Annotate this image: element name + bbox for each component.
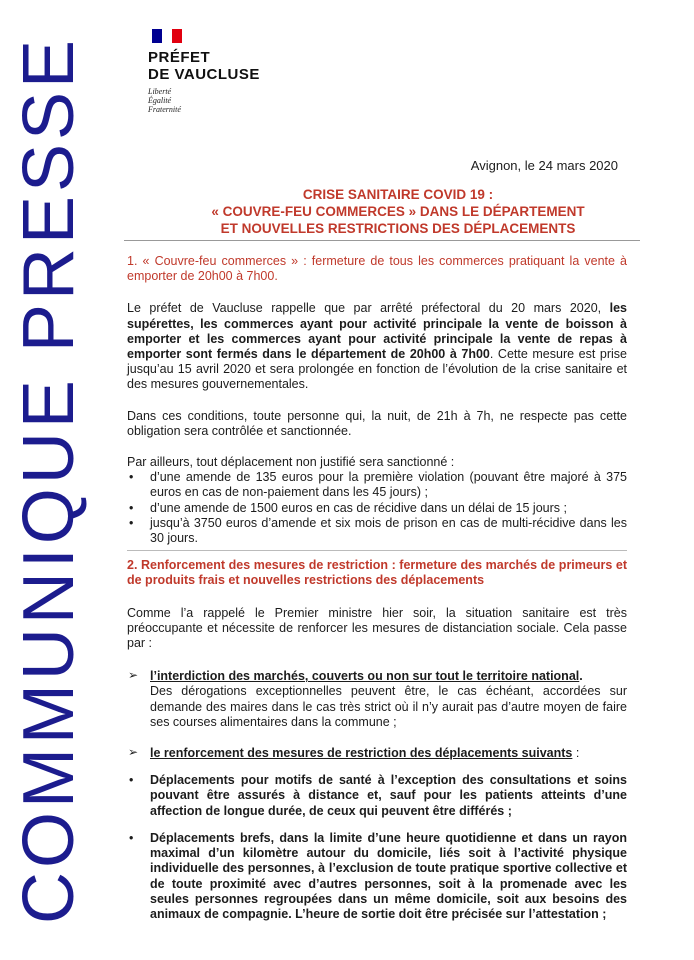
- motto-egalite: Égalité: [148, 96, 172, 105]
- document-title: [128, 186, 668, 237]
- section1-paragraph2: Dans ces conditions, toute personne qui, la nuit, de 21h à 7h, ne respecte pas cette obligation sera contrôlée et sanctionnée.: [127, 408, 627, 438]
- measure-item-travel: ➢ le renforcement des mesures de restriction des déplacements suivants :: [128, 745, 580, 761]
- marianne-flag-icon: [152, 29, 182, 43]
- prefet-line2: DE VAUCLUSE: [148, 66, 260, 83]
- press-date: Avignon, le 24 mars 2020: [470, 158, 618, 173]
- sanction-list: [127, 470, 627, 546]
- motto-fraternite: Fraternité: [148, 105, 181, 114]
- arrow-bullet-icon: ➢: [128, 745, 139, 760]
- motto-liberte: Liberté: [148, 87, 172, 96]
- section1-paragraph3: Par ailleurs, tout déplacement non justifié sera sanctionné :: [127, 455, 455, 470]
- section1-heading: 1. « Couvre-feu commerces » : fermeture de tous les commerces pratiquant la vente à emporter de 20h00 à 7h00.: [127, 254, 627, 284]
- prefet-line1: PRÉFET: [148, 49, 211, 66]
- section1-paragraph1: Le préfet de Vaucluse rappelle que par arrêté préfectoral du 20 mars 2020, les supérettes, les commerces ayant pour activité principale la vente de boisson à emporter et les commerces ayant pour activité principale la vente de repas à emporter sont fermés dans le département de 20h00 à 7h00. Cette mesure est prise jusqu’au 15 avril 2020 et sera prolongée en fonction de l’évolution de la crise sanitaire et des mesures gouvernementales.: [127, 301, 627, 392]
- section2-heading: 2. Renforcement des mesures de restriction : fermeture des marchés de primeurs et de produits frais et nouvelles restrictions des déplacements: [127, 558, 627, 588]
- list-item: • Déplacements brefs, dans la limite d’une heure quotidienne et dans un rayon maximal d’un kilomètre autour du domicile, liés soit à l’activité physique individuelle des personnes, à l’exclusion de toute pratique sportive collective et de toute proximité avec d’autres personnes, soit à la promenade avec les seules personnes regroupées dans un même domicile, soit aux besoins des animaux de compagnie. L’heure de sortie doit être précisée sur l’attestation ;: [129, 830, 627, 921]
- divider-mid: [127, 546, 627, 551]
- measure-item-markets: ➢ l’interdiction des marchés, couverts ou non sur tout le territoire national. Des dérogations exceptionnelles peuvent être, le cas échéant, accordées sur demande des maires dans le cas très strict où il n’y aurait pas d’autre moyen de faire ses courses alimentaires dans la commune ;: [128, 668, 627, 729]
- arrow-bullet-icon: ➢: [128, 668, 139, 683]
- side-label-text: COMMUNIQUE PRESSE: [9, 35, 89, 925]
- section2-intro: Comme l’a rappelé le Premier ministre hier soir, la situation sanitaire est très préoccupante et nécessite de renforcer les mesures de distanciation sociale. Cela passe par :: [127, 605, 627, 651]
- list-item: • Déplacements pour motifs de santé à l’exception des consultations et soins pouvant être assurés à distance et, sauf pour les patients atteints d’une affection de longue durée, de ceux qui peuvent être différés ;: [129, 773, 627, 818]
- communique-presse-label: [3, 8, 95, 952]
- flag-white: [162, 29, 172, 43]
- divider-top: [124, 240, 640, 241]
- list-item: • d’une amende de 135 euros pour la première violation (pouvant être majoré à 375 euros en cas de non-paiement dans les 45 jours) ;: [129, 470, 627, 500]
- list-item: • d’une amende de 1500 euros en cas de récidive dans un délai de 15 jours ;: [129, 500, 567, 515]
- title-line3: ET NOUVELLES RESTRICTIONS DES DÉPLACEMENTS: [220, 221, 576, 236]
- title-line2: « COUVRE-FEU COMMERCES » DANS LE DÉPARTEMENT: [211, 204, 585, 219]
- travel-restriction-list: [127, 773, 627, 922]
- prefecture-logo: [148, 29, 260, 114]
- title-line1: CRISE SANITAIRE COVID 19 :: [302, 187, 494, 202]
- document-body: [127, 254, 627, 922]
- flag-red: [172, 29, 182, 43]
- list-item: • jusqu’à 3750 euros d’amende et six mois de prison en cas de multi-récidive dans les 30 jours.: [129, 515, 627, 546]
- flag-blue: [152, 29, 162, 43]
